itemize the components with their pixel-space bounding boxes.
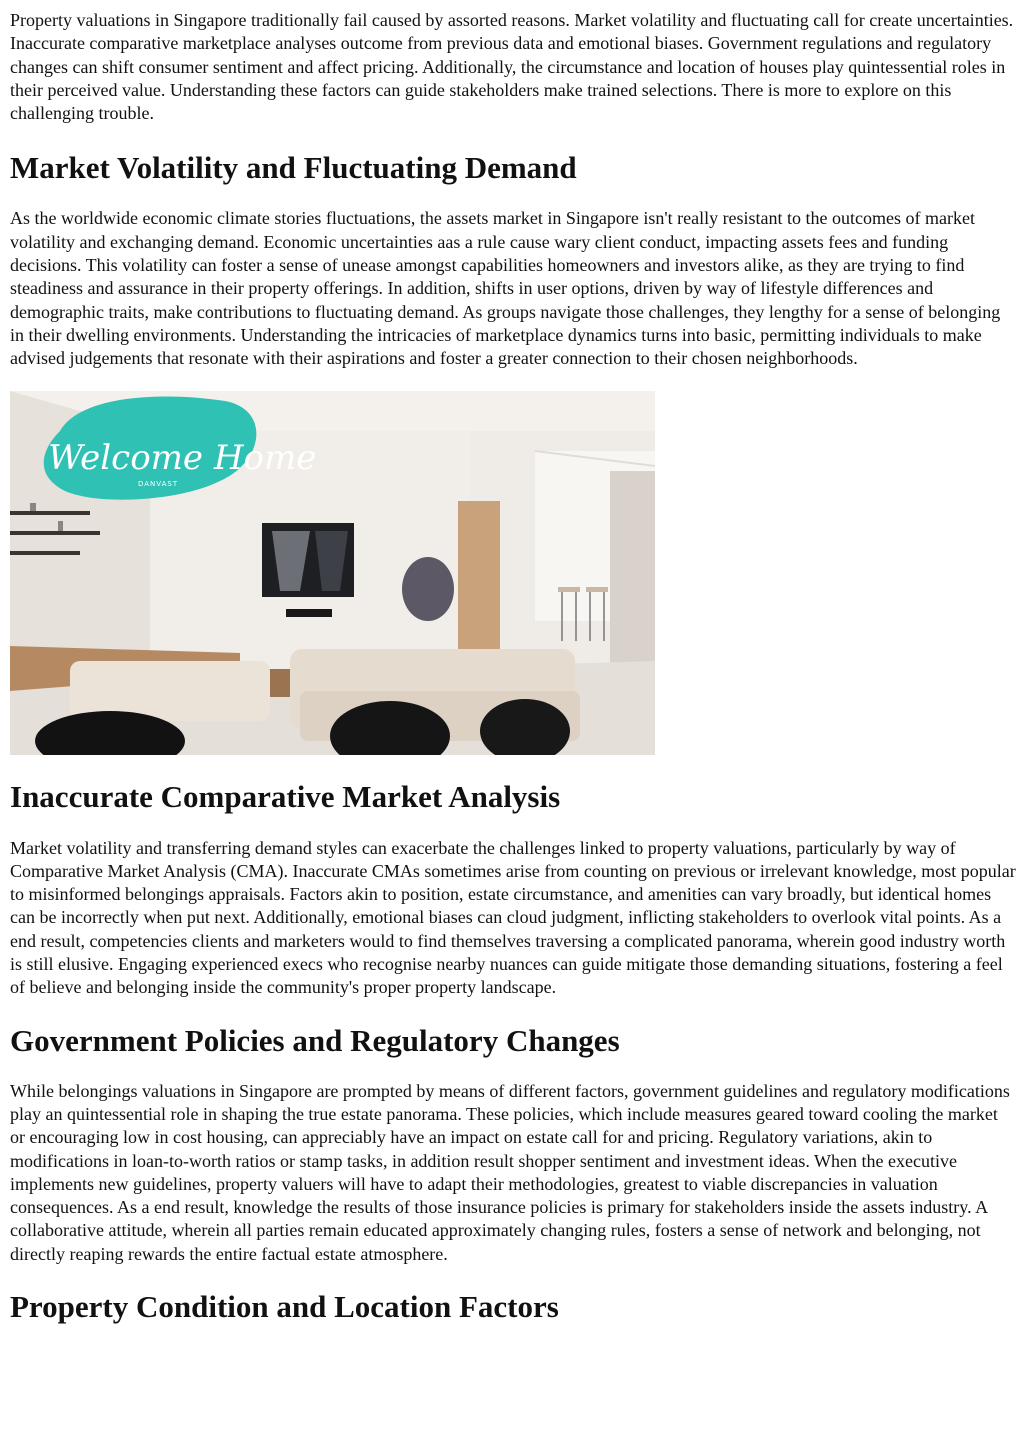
heading-government-policies: Government Policies and Regulatory Changes [10,1022,620,1058]
article [10,9,1016,1325]
intro-paragraph: Property valuations in Singapore traditionally fail caused by assorted reasons. Market volatility and fluctuating call for create uncertainties. Inaccurate comparative marketplace analyses outcome from previous data and emotional biases. Government regulations and regulatory changes can shift consumer sentiment and affect pricing. Additionally, the circumstance and location of houses play quintessential roles in their perceived value. Understanding these factors can guide stakeholders make trained selections. There is more to explore on this challenging trouble. [10,10,1014,124]
paragraph-market-volatility: As the worldwide economic climate stories fluctuations, the assets market in Singapore isn't really resistant to the outcomes of market volatility and exchanging demand. Economic uncertainties aas a rule cause wary client conduct, impacting assets fees and funding decisions. This volatility can foster a sense of unease amongst capabilities homeowners and investors alike, as they are trying to find steadiness and assurance in their property offerings. In addition, shifts in user options, driven by way of lifestyle differences and demographic traits, make contributions to fluctuating demand. As groups navigate those challenges, they lengthy for a sense of belonging in their dwelling environments. Understanding the intricacies of marketplace dynamics turns into basic, permitting individuals to make advised judgements that resonate with their aspirations and foster a greater connection to their chosen neighborhoods. [10,208,1001,369]
heading-market-volatility: Market Volatility and Fluctuating Demand [10,150,577,186]
logo-script: Welcome Home [48,437,317,478]
logo-brand: DANVAST [138,479,179,488]
paragraph-inaccurate-cma: Market volatility and transferring demand styles can exacerbate the challenges linked to property valuations, particularly by way of Comparative Market Analysis (CMA). Inaccurate CMAs sometimes arise from counting on previous or irrelevant knowledge, most popular to misinformed belongings appraisals. Factors akin to position, estate circumstance, and amenities can vary broadly, but identical homes can be incorrectly when put next. Additionally, emotional biases can cloud judgment, inflicting stakeholders to overlook vital points. As a end result, competencies clients and marketers would to find themselves traversing a complicated panorama, wherein good industry worth is still elusive. Engaging experienced execs who recognise nearby nuances can guide mitigate those demanding situations, fostering a feel of believe and belonging inside the community's proper property landscape. [10,837,1016,998]
paragraph-government-policies: While belongings valuations in Singapore are prompted by means of different factors, government guidelines and regulatory modifications play an quintessential role in shaping the true estate panorama. These policies, which include measures geared toward cooling the market or encouraging low in cost housing, can appreciably have an impact on estate call for and pricing. Regulatory variations, akin to modifications in loan-to-worth ratios or stamp tasks, in addition result shopper sentiment and investment ideas. When the executive implements new guidelines, property valuers will have to adapt their methodologies, greatest to viable discrepancies in valuation consequences. As a end result, knowledge the results of those insurance policies is primary for stakeholders inside the assets industry. A collaborative attitude, wherein all parties remain educated approximately changing rules, fosters a sense of network and belonging, not directly reaping rewards the entire factual estate atmosphere. [10,1080,1010,1264]
heading-property-condition: Property Condition and Location Factors [10,1289,559,1325]
heading-inaccurate-cma: Inaccurate Comparative Market Analysis [10,778,561,814]
living-room-photo [10,391,655,755]
